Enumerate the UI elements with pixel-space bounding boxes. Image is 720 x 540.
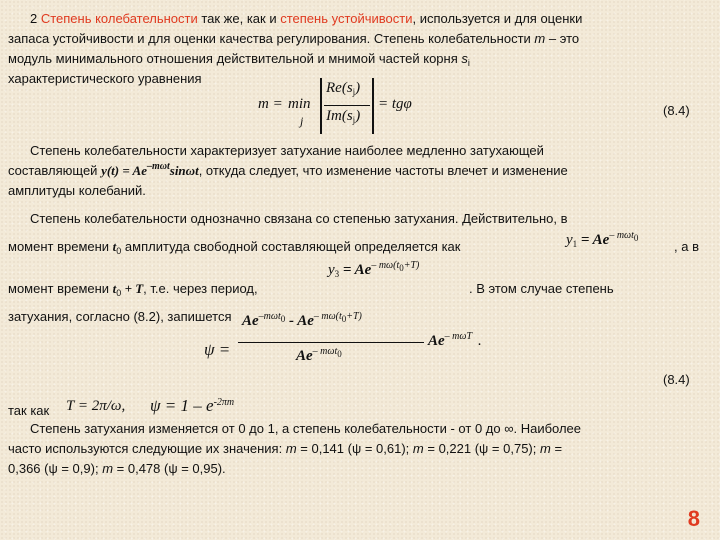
paragraph-2-line-3: амплитуды колебаний.	[8, 183, 146, 198]
psi-sup: -2πm	[213, 397, 235, 408]
var-t0-sub: 0	[116, 288, 122, 298]
paragraph-number: 2	[30, 11, 41, 26]
eq1-num: Re(s	[326, 80, 353, 96]
eq2-num-a: Ae	[242, 313, 259, 329]
y3-sup-sub: 0	[399, 263, 404, 273]
equation-1-min-sub: j	[300, 114, 304, 128]
text-fragment: = 0,478 (ψ = 0,95).	[113, 461, 226, 476]
text-fragment: , откуда следует, что изменение частоты влечет и изменение	[198, 163, 568, 178]
var-m: m	[102, 461, 114, 476]
eq2-num-b-sup: – mω(t	[313, 311, 342, 322]
var-s: s	[461, 51, 468, 66]
var-m: m	[412, 441, 424, 456]
text-fragment: амплитуда свободной составляющей определяется как	[121, 239, 461, 254]
text-fragment: так как	[8, 403, 50, 418]
equation-1-lhs: m =	[258, 96, 283, 112]
y3: y	[328, 262, 335, 278]
eq2-den-sup-sub: 0	[337, 349, 342, 359]
eq2-dot: .	[478, 333, 482, 349]
var-m: m	[285, 441, 297, 456]
paragraph-2-line-2	[8, 162, 568, 182]
term-stability-degree: степень устойчивости	[280, 11, 413, 26]
y1: y	[566, 232, 573, 248]
var-m: m	[539, 441, 551, 456]
paragraph-4-line-1: Степень затухания изменяется от 0 до 1, а степень колебательности - от 0 до ∞. Наиболее	[30, 421, 582, 436]
equation-2-numerator	[242, 313, 362, 330]
paragraph-3-line-2-end: , а в	[674, 239, 699, 254]
psi-eq: ψ = 1 – e	[150, 396, 214, 415]
text-fragment: 0,366 (ψ = 0,9);	[8, 461, 103, 476]
eq1-num-close: )	[355, 80, 361, 96]
paragraph-4-line-3	[8, 460, 226, 478]
formula-psi	[150, 396, 234, 416]
var-t0-sub: 0	[116, 246, 122, 256]
text-fragment: модуль минимального отношения действительной и мнимой частей корня	[8, 51, 458, 66]
abs-bar-left	[320, 78, 322, 134]
y3-eq: = Ae	[339, 262, 372, 278]
equation-2-number: (8.4)	[663, 372, 690, 387]
equation-2-rhs	[428, 333, 482, 350]
text-fragment: запаса устойчивости и для оценки качества регулирования. Степень колебательности	[8, 31, 531, 46]
text-fragment: , т.е. через период,	[143, 281, 258, 296]
text-fragment: момент времени	[8, 281, 113, 296]
eq1-den-close: )	[355, 108, 361, 124]
term-oscillation-degree: Степень колебательности	[40, 11, 198, 26]
paragraph-3-line-3	[8, 280, 258, 299]
eq2-den: Ae	[296, 348, 313, 364]
formula-yt-sup: –mωt	[146, 161, 170, 172]
eq2-minus: -	[285, 313, 298, 329]
var-s-sub: i	[467, 58, 470, 68]
y1-sub: 1	[572, 239, 578, 249]
formula-period: T = 2π/ω,	[66, 398, 126, 414]
y3-sup: – mω(t	[371, 260, 400, 271]
text-fragment: – это	[545, 31, 580, 46]
formula-y1	[566, 232, 638, 249]
y3-sup-end: +T)	[403, 260, 420, 271]
y1-sup-sub: 0	[633, 233, 639, 243]
eq2-num-b-sup-sub: 0	[341, 314, 347, 324]
eq2-num-b: Ae	[297, 313, 314, 329]
eq2-rhs: Ae	[428, 333, 445, 349]
paragraph-1-line-1	[30, 10, 582, 28]
paragraph-3-line-1: Степень колебательности однозначно связана со степенью затухания. Действительно, в	[30, 211, 568, 226]
equation-1-denominator	[326, 108, 360, 125]
formula-y3	[328, 262, 419, 279]
text-fragment: = 0,221 (ψ = 0,75);	[423, 441, 540, 456]
equation-2-denominator	[296, 348, 342, 365]
y1-sup: – mωt	[609, 230, 634, 241]
so-as-line	[8, 402, 49, 420]
paragraph-3-line-2	[8, 238, 460, 257]
eq1-num-sub: j	[352, 87, 356, 97]
text-fragment: , используется и для оценки	[412, 11, 583, 26]
text-fragment: составляющей	[8, 163, 102, 178]
text-fragment: часто используются следующие их значения:	[8, 441, 286, 456]
eq2-num-a-sup-sub: 0	[280, 314, 286, 324]
equation-1-min: min	[288, 96, 311, 112]
eq2-rhs-sup: – mωT	[444, 331, 473, 342]
eq2-num-b-sup-end: +T)	[346, 311, 362, 322]
text-fragment: = 0,141 (ψ = 0,61);	[296, 441, 413, 456]
paragraph-2-line-1: Степень колебательности характеризует затухание наиболее медленно затухающей	[30, 143, 544, 158]
formula-yt: y(t) = Ae	[101, 163, 147, 178]
text-fragment: момент времени	[8, 239, 113, 254]
paragraph-1-line-2	[8, 30, 579, 48]
abs-bar-right	[372, 78, 374, 134]
paragraph-3-line-3-end: . В этом случае степень	[469, 281, 614, 296]
var-t0-plus-T: + T	[121, 281, 144, 296]
paragraph-1-line-4: характеристического уравнения	[8, 71, 202, 86]
eq1-den-sub: j	[352, 115, 356, 125]
eq2-den-sup: – mωt	[312, 346, 338, 357]
page-number: 8	[687, 506, 700, 531]
fraction-line-1	[324, 105, 370, 106]
equation-2-lhs: ψ =	[204, 340, 231, 359]
formula-sin: sinωt	[169, 163, 199, 178]
text-fragment: =	[550, 441, 563, 456]
var-m: m	[534, 31, 546, 46]
eq1-den: Im(s	[326, 108, 353, 124]
paragraph-1-line-3	[8, 50, 470, 69]
fraction-line-2	[238, 342, 424, 343]
paragraph-4-line-2	[8, 440, 562, 458]
var-t0: t	[112, 239, 117, 254]
eq2-num-a-sup: –mωt	[258, 311, 281, 322]
y3-sub: 3	[334, 269, 340, 279]
paragraph-3-line-4: затухания, согласно (8.2), запишется	[8, 309, 232, 324]
var-t0: t	[112, 281, 117, 296]
text-fragment: так же, как и	[197, 11, 281, 26]
y1-eq: = Ae	[577, 232, 610, 248]
equation-1-number: (8.4)	[663, 103, 690, 118]
equation-1-numerator	[326, 80, 360, 97]
equation-1-rhs: = tgφ	[378, 96, 412, 112]
